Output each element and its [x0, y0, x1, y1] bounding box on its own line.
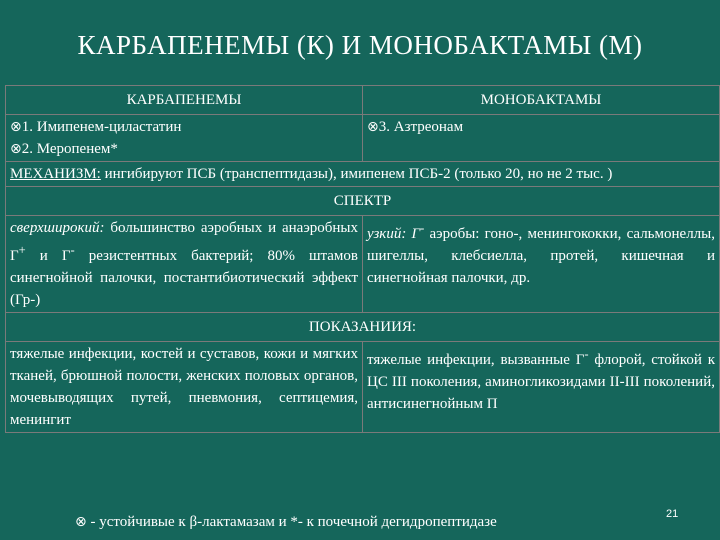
list-item: ⊗3. Азтреонам: [367, 119, 464, 135]
list-item: ⊗2. Меропенем*: [10, 141, 118, 157]
page-number: 21: [666, 508, 679, 520]
list-item: ⊗1. Имипенем-циластатин: [10, 119, 182, 135]
spectrum-header: СПЕКТР: [6, 187, 720, 216]
drug-comparison-table: [5, 85, 720, 433]
spectrum-header-row: [6, 187, 720, 216]
indications-header-row: [6, 313, 720, 342]
mechanism-cell: [6, 162, 720, 187]
slide-title: КАРБАПЕНЕМЫ (К) И МОНОБАКТАМЫ (М): [77, 30, 643, 60]
beta-symbol: β: [189, 514, 198, 530]
crossed-circle-icon: ⊗: [75, 514, 87, 530]
crossed-circle-icon: ⊗: [367, 119, 379, 135]
carbapenems-header: КАРБАПЕНЕМЫ: [6, 86, 363, 115]
indications-row: [6, 342, 720, 433]
monobactam-indications: тяжелые инфекции, вызванные Г- флорой, стойкой к ЦС III поколения, аминогликозидами II-III поколений, антисинегнойным П: [363, 342, 720, 433]
carbapenem-indications: тяжелые инфекции, костей и суставов, кожи и мягких тканей, брюшной полости, женских половых органов, мочевыводящих путей, пневмония, септицемия, менингит: [6, 342, 363, 433]
spectrum-row: [6, 216, 720, 313]
mechanism-text: ингибируют ПСБ (транспептидазы), имипенем ПСБ-2 (только 20, но не 2 тыс. ): [100, 166, 613, 182]
monobactam-drug-list: [363, 115, 720, 162]
carbapenem-spectrum: сверхширокий: большинство аэробных и анаэробных Г+ и Г- резистентных бактерий; 80% штамов синегнойной палочки, постантибиотический эффект (Гр-): [6, 216, 363, 313]
mechanism-row: [6, 162, 720, 187]
monobactam-spectrum: узкий: Г- аэробы: гоно-, менингококки, сальмонеллы, шигеллы, клебсиелла, протей, кишечная и синегнойная палочки, др.: [363, 216, 720, 313]
carbapenem-drug-list: [6, 115, 363, 162]
monobactams-header: МОНОБАКТАМЫ: [363, 86, 720, 115]
mechanism-label: МЕХАНИЗМ:: [10, 166, 101, 182]
drugs-row: [6, 115, 720, 162]
crossed-circle-icon: ⊗: [10, 141, 22, 157]
crossed-circle-icon: ⊗: [10, 119, 22, 135]
table-header-row: [6, 86, 720, 115]
indications-header: ПОКАЗАНИИЯ:: [6, 313, 720, 342]
footnote: ⊗ - устойчивые к β-лактамазам и *- к почечной дегидропептидазе: [75, 514, 497, 530]
